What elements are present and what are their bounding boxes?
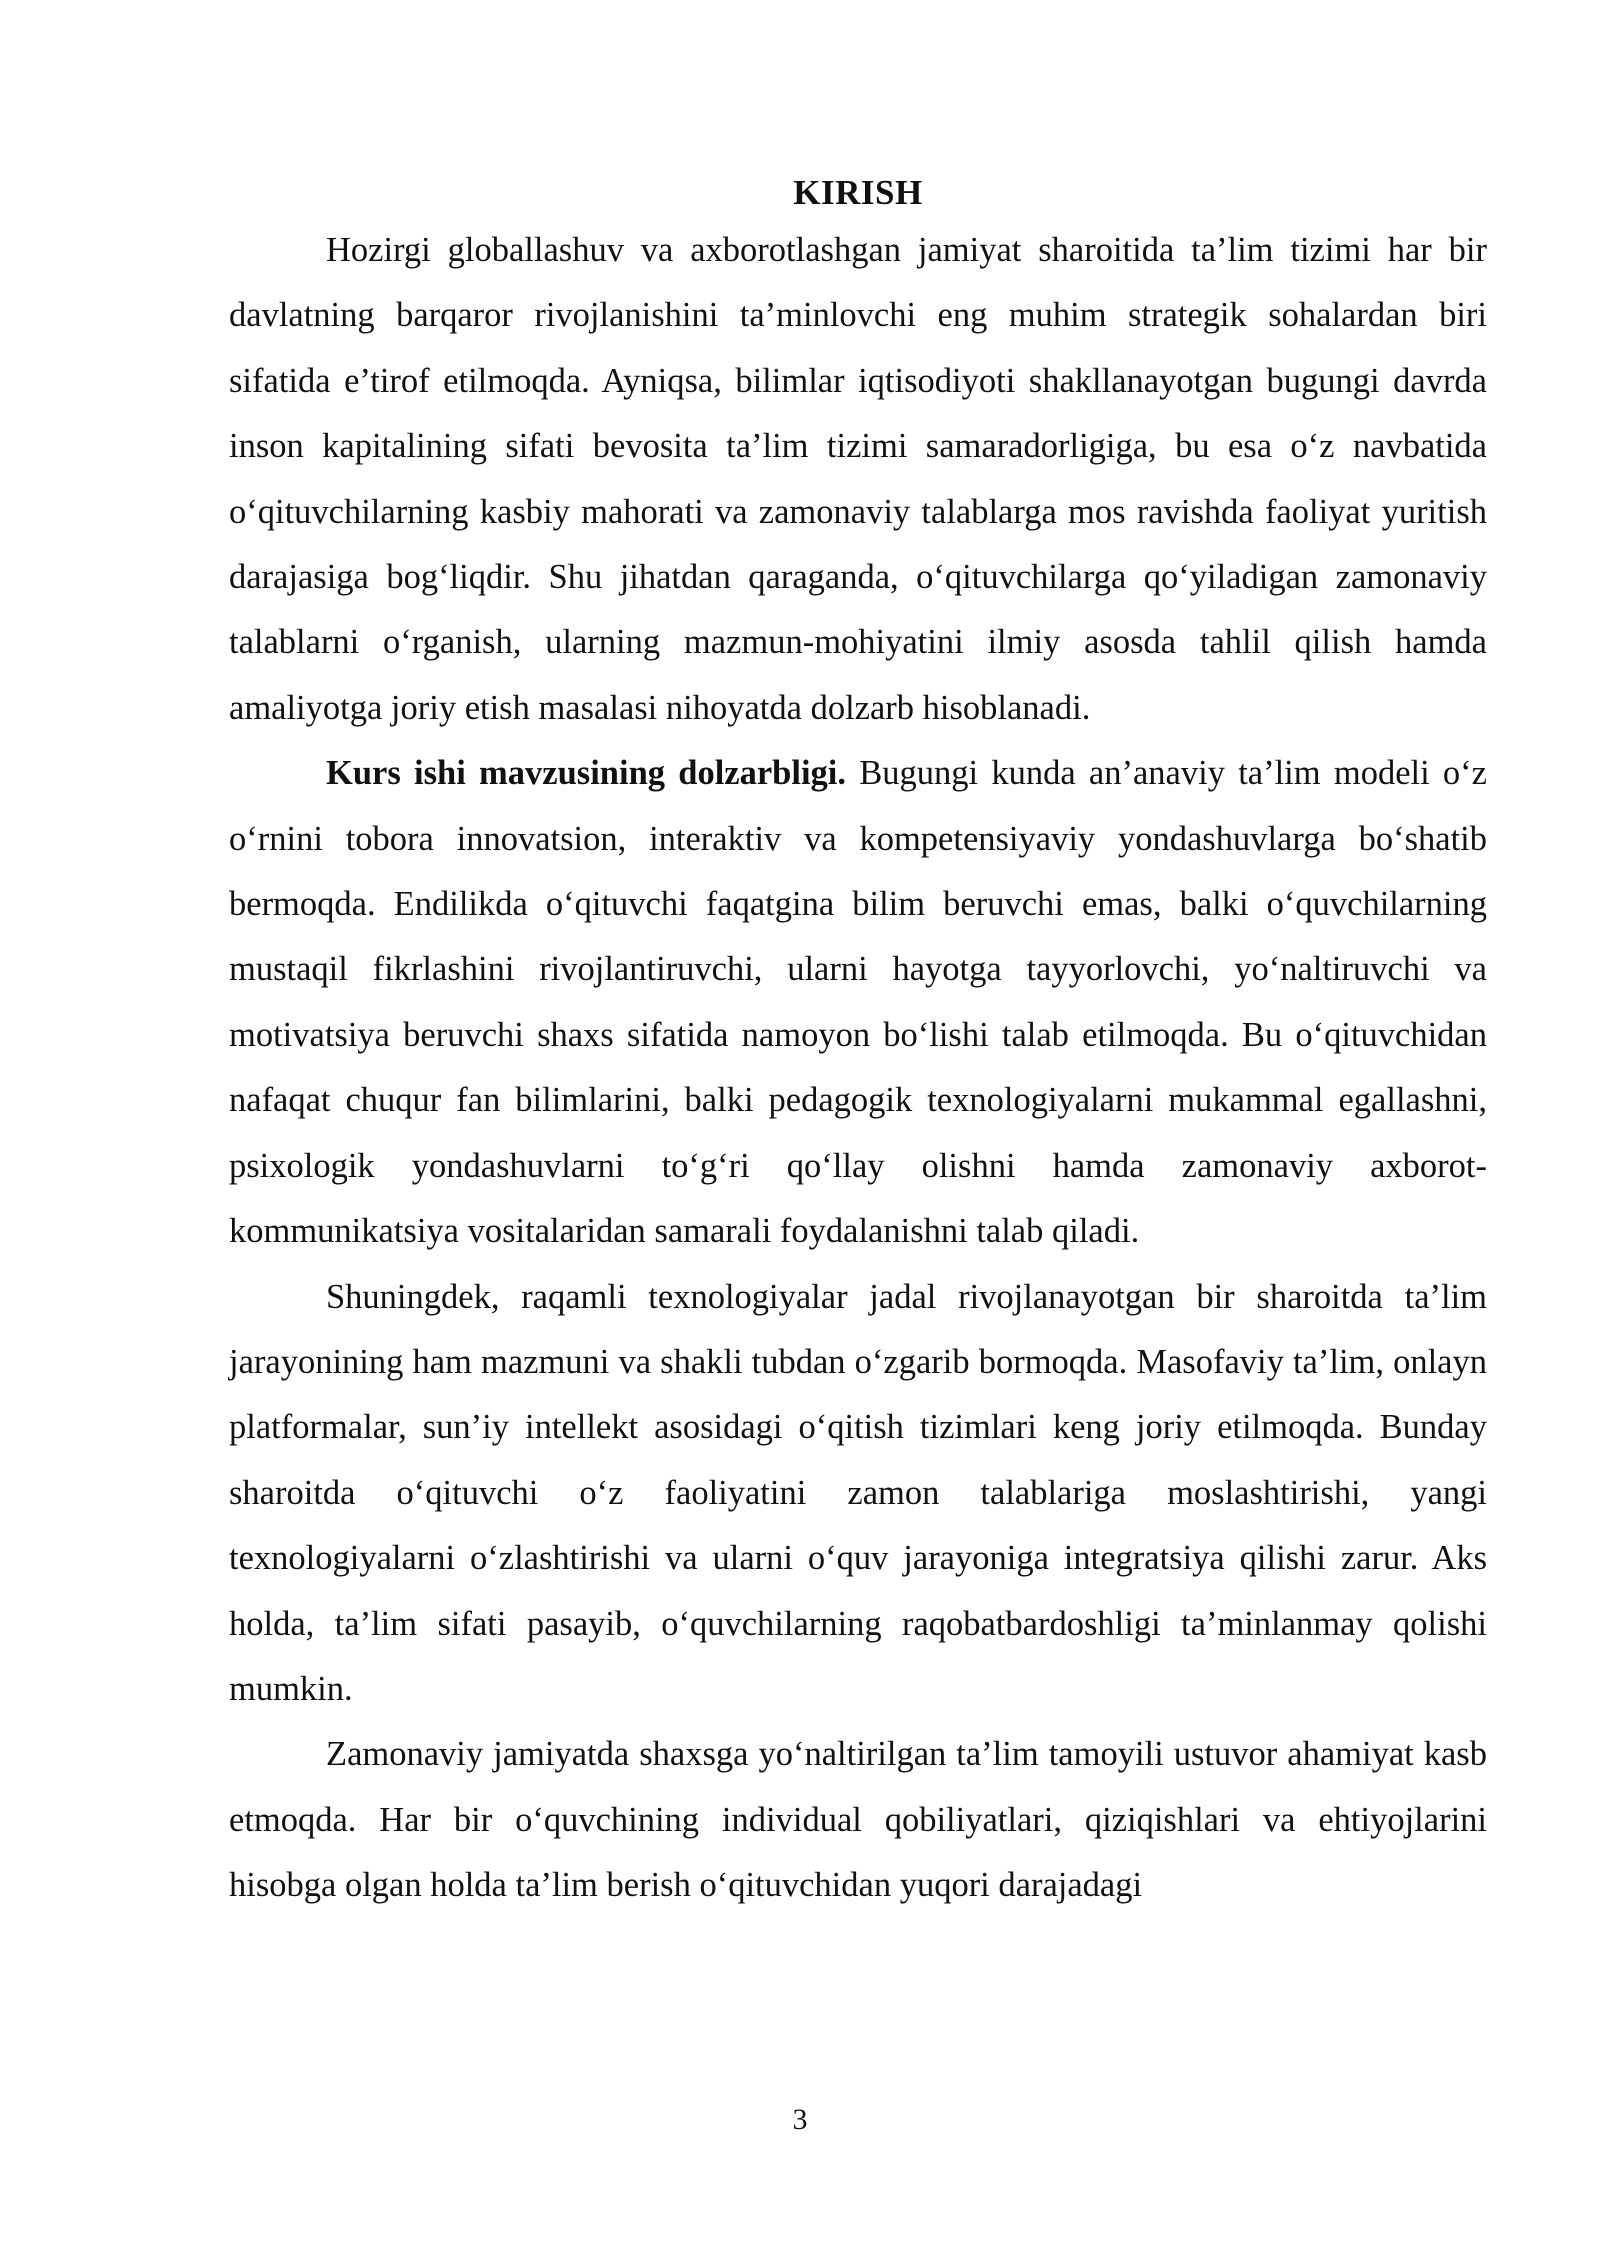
paragraph-text: Hozirgi globallashuv va axborotlashgan jamiyat sharoitida ta’lim tizimi har bir davlatning barqaror rivojlanishini ta’minlovchi eng muhim strategik sohalardan biri sifatida e’tirof etilmoqda. Ayniqsa, bilimlar iqtisodiyoti shakllanayotgan bugungi davrda inson kapitalining sifati bevosita ta’lim tizimi samaradorligiga, bu esa o‘z navbatida o‘qituvchilarning kasbiy mahorati va zamonaviy talablarga mos ravishda faoliyat yuritish darajasiga bog‘liqdir. Shu jihatdan qaraganda, o‘qituvchilarga qo‘yiladigan zamonaviy talablarni o‘rganish, ularning mazmun-mohiyatini ilmiy asosda tahlil qilish hamda amaliyotga joriy etish masalasi nihoyatda dolzarb hisoblanadi. bbox=[229, 231, 1487, 727]
paragraph-text: Zamonaviy jamiyatda shaxsga yo‘naltirilgan ta’lim tamoyili ustuvor ahamiyat kasb etmoqda. Har bir o‘quvchining individual qobiliyatlari, qiziqishlari va ehtiyojlarini hisobga olgan holda ta’lim berish o‘qituvchidan yuqori darajadagi bbox=[229, 1735, 1487, 1905]
page-number: 3 bbox=[792, 2103, 808, 2136]
document-page bbox=[229, 170, 1487, 1919]
paragraph-intro bbox=[229, 218, 1487, 741]
paragraph-relevance bbox=[229, 741, 1487, 1264]
section-title: KIRISH bbox=[793, 173, 923, 212]
paragraph-lead: Kurs ishi mavzusining dolzarbligi. bbox=[326, 754, 846, 793]
paragraph-text: Shuningdek, raqamli texnologiyalar jadal rivojlanayotgan bir sharoitda ta’lim jarayonining ham mazmuni va shakli tubdan o‘zgarib bormoqda. Masofaviy ta’lim, onlayn platformalar, sun’iy intellekt asosidagi o‘qitish tizimlari keng joriy etilmoqda. Bunday sharoitda o‘qituvchi o‘z faoliyatini zamon talablariga moslashtirishi, yangi texnologiyalarni o‘zlashtirishi va ularni o‘quv jarayoniga integratsiya qilishi zarur. Aks holda, ta’lim sifati pasayib, o‘quvchilarning raqobatbardoshligi ta’minlanmay qolishi mumkin. bbox=[229, 1277, 1487, 1708]
paragraph-text: Bugungi kunda an’anaviy ta’lim modeli o‘z o‘rnini tobora innovatsion, interaktiv va kompetensiyaviy yondashuvlarga bo‘shatib bermoqda. Endilikda o‘qituvchi faqatgina bilim beruvchi emas, balki o‘quvchilarning mustaqil fikrlashini rivojlantiruvchi, ularni hayotga tayyorlovchi, yo‘naltiruvchi va motivatsiya beruvchi shaxs sifatida namoyon bo‘lishi talab etilmoqda. Bu o‘qituvchidan nafaqat chuqur fan bilimlarini, balki pedagogik texnologiyalarni mukammal egallashni, psixologik yondashuvlarni to‘g‘ri qo‘llay olishni hamda zamonaviy axborot-kommunikatsiya vositalaridan samarali foydalanishni talab qiladi. bbox=[229, 754, 1487, 1251]
paragraph-personal bbox=[229, 1722, 1487, 1918]
paragraph-digital bbox=[229, 1265, 1487, 1723]
